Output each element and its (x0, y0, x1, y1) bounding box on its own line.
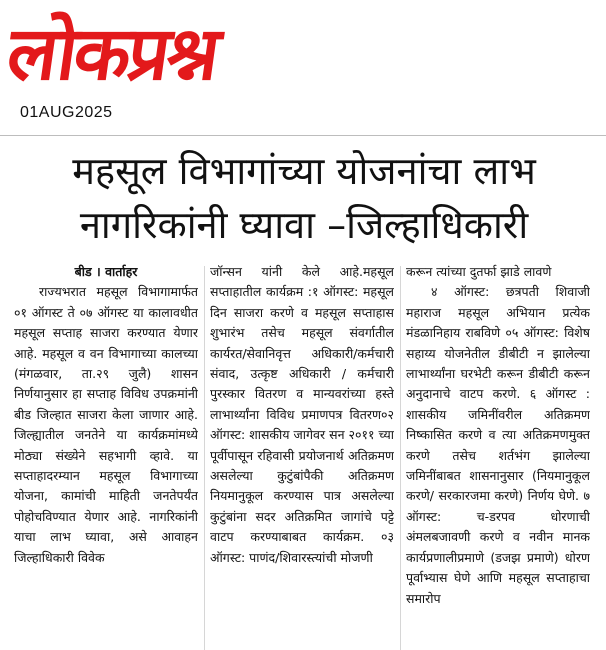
article-column-1 (14, 262, 198, 650)
article-column-2 (210, 262, 394, 650)
article-body (14, 262, 594, 650)
article-paragraph: करून त्यांच्या दुतर्फा झाडे लावणे (406, 264, 552, 279)
header-divider (0, 135, 606, 136)
article-column-3 (406, 262, 590, 650)
article-dateline: बीड । वार्ताहर (74, 264, 138, 279)
article-paragraph: जॉन्सन यांनी केले आहे.महसूल सप्ताहातील कार्यक्रम :१ ऑगस्ट: महसूल दिन साजरा करणे व महसूल सप्ताहास शुभारंभ तसेच महसूल संवर्गातील कार्यरत/सेवानिवृत्त अधिकारी/कर्मचारी संवाद, उत्कृष्ट अधिकारी / कर्मचारी पुरस्कार वितरण व मान्यवरांच्या हस्ते लाभार्थ्यांना विविध प्रमाणपत्र वितरण०२ ऑगस्ट: शासकीय जागेवर सन २०११ च्या पूर्वीपासून रहिवासी प्रयोजनार्थ अतिक्रमण असलेल्या कुटुंबांपैकी अतिक्रमण नियमानुकूल करण्यास पात्र असलेल्या कुटुंबांना सदर अतिक्रमित जागांचे पट्टे वाटप करण्याबाबत कार्यक्रम. ०३ ऑगस्ट: पाणंद/शिवारस्त्यांची मोजणी (210, 264, 394, 565)
article-paragraph: ४ ऑगस्ट: छत्रपती शिवाजी महाराज महसूल अभियान प्रत्येक मंडळानिहाय राबविणे ०५ ऑगस्ट: विशेष सहाय्य योजनेतील डीबीटी न झालेल्या लाभार्थ्यांना घरभेटी करून डीबीटी करून अनुदानाचे वाटप करणे. ६ ऑगस्ट : शासकीय जमिनींवरील अतिक्रमण निष्कासित करणे व त्या अतिक्रमणमुक्त करणे तसेच शर्तभंग झालेल्या जमिनींबाबत शासनानुसार (नियमानुकूल करणे/ सरकारजमा करणे) निर्णय घेणे. ७ ऑगस्ट: च-डरपव धोरणाची अंमलबजावणी करणे व नवीन मानक कार्यप्रणालीप्रमाणे (डजझ प्रमाणे) धोरण पूर्वाभ्यास घेणे आणि महसूल सप्ताहाचा समारोप (406, 284, 590, 606)
column-divider (204, 266, 205, 650)
column-divider (400, 266, 401, 650)
newspaper-logo: लोकप्रश्न (1, 11, 223, 97)
article-headline: महसूल विभागांच्या योजनांचा लाभ नागरिकांनी घ्यावा –जिल्हाधिकारी (72, 149, 536, 247)
article-paragraph: राज्यभरात महसूल विभागामार्फत ०१ ऑगस्ट ते ०७ ऑगस्ट या कालावधीत महसूल सप्ताह साजरा करण्यात येणार आहे. महसूल व वन विभागाच्या कालच्या (मंगळवार, ता.२९ जुलै) शासन निर्णयानुसार हा सप्ताह विविध उपक्रमांनी बीड जिल्हात साजरा केला जाणार आहे. जिल्ह्यातील जनतेने या कार्यक्रमांमध्ये मोठ्या संख्येने सहभागी व्हावे. या सप्ताहादरम्यान महसूल विभागाच्या योजना, कामांची माहिती जनतेपर्यंत पोहोचविण्यात येणार आहे. नागरिकांनी याचा लाभ घ्यावा, असे आवाहन जिल्हाधिकारी विवेक (14, 284, 198, 565)
edition-date: 01AUG2025 (20, 104, 113, 121)
masthead (1, 4, 288, 104)
